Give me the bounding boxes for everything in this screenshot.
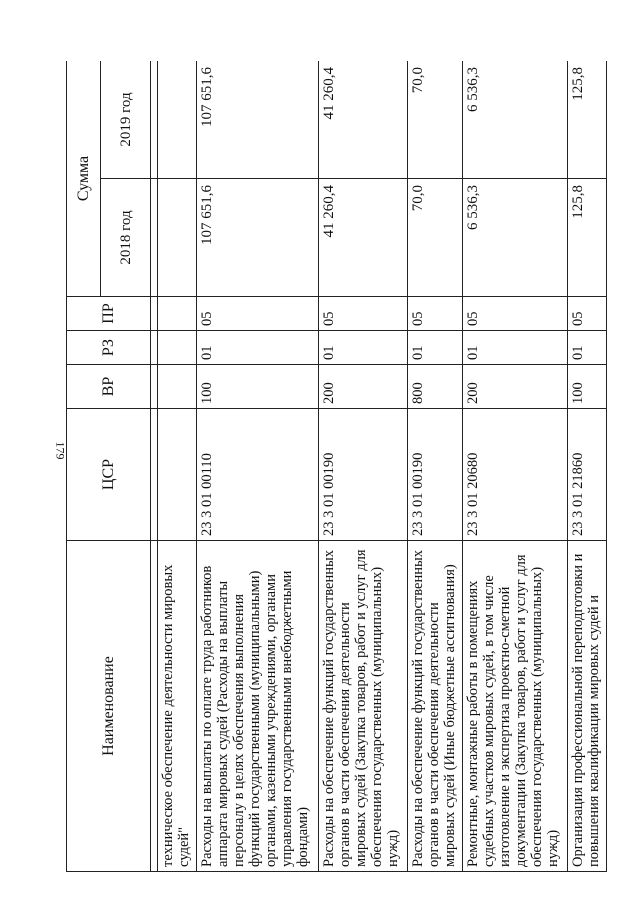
header-sum: Сумма xyxy=(67,61,101,297)
cell-y2: 41 260,4 xyxy=(318,61,407,179)
header-csr: ЦСР xyxy=(67,409,151,541)
cell-y1 xyxy=(158,179,197,297)
table-row xyxy=(318,61,407,872)
cell-y1: 125,8 xyxy=(568,179,607,297)
header-year-2018: 2018 год xyxy=(101,179,151,297)
cell-pr xyxy=(158,297,197,331)
cell-csr: 23 3 01 00190 xyxy=(407,409,462,541)
cell-pr: 05 xyxy=(407,297,462,331)
cell-csr: 23 3 01 21860 xyxy=(568,409,607,541)
table-body xyxy=(158,61,607,872)
cell-rz: 01 xyxy=(462,331,567,365)
cell-csr: 23 3 01 00110 xyxy=(196,409,318,541)
cell-csr xyxy=(158,409,197,541)
cell-vr: 100 xyxy=(568,365,607,409)
spacer-row xyxy=(151,61,158,872)
header-row xyxy=(67,61,101,872)
table-row xyxy=(462,61,567,872)
cell-vr: 100 xyxy=(196,365,318,409)
table-row xyxy=(158,61,197,872)
header-year-2019: 2019 год xyxy=(101,61,151,179)
cell-rz xyxy=(158,331,197,365)
cell-y1: 107 651,6 xyxy=(196,179,318,297)
cell-pr: 05 xyxy=(318,297,407,331)
table-row xyxy=(196,61,318,872)
rotated-page xyxy=(66,61,607,872)
cell-y1: 70,0 xyxy=(407,179,462,297)
cell-y1: 41 260,4 xyxy=(318,179,407,297)
cell-vr: 800 xyxy=(407,365,462,409)
cell-pr: 05 xyxy=(196,297,318,331)
cell-rz: 01 xyxy=(196,331,318,365)
header-pr: ПР xyxy=(67,297,151,331)
cell-y2: 6 536,3 xyxy=(462,61,567,179)
cell-name: Расходы на выплаты по оплате труда работников аппарата мировых судей (Расходы на выплаты персоналу в целях обеспечения выполнения функций государственными (муниципальными) органами, казенными учреждениями, органами управления государственными внебюджетными фондами) xyxy=(196,541,318,872)
cell-name: Ремонтные, монтажные работы в помещениях судебных участков мировых судей, в том числе изготовление и экспертиза проектно-сметной документации (Закупка товаров, работ и услуг для обеспечения государственных (муниципальных) нужд) xyxy=(462,541,567,872)
cell-y2 xyxy=(158,61,197,179)
cell-rz: 01 xyxy=(568,331,607,365)
cell-name: Организация профессиональной переподготовки и повышения квалификации мировых судей и xyxy=(568,541,607,872)
header-rz: РЗ xyxy=(67,331,151,365)
cell-y2: 125,8 xyxy=(568,61,607,179)
cell-name: Расходы на обеспечение функций государственных органов в части обеспечения деятельности мировых судей (Закупка товаров, работ и услуг для обеспечения государственных (муниципальных) нужд) xyxy=(318,541,407,872)
cell-rz: 01 xyxy=(407,331,462,365)
cell-pr: 05 xyxy=(462,297,567,331)
cell-y2: 70,0 xyxy=(407,61,462,179)
header-name: Наименование xyxy=(67,541,151,872)
cell-y1: 6 536,3 xyxy=(462,179,567,297)
cell-csr: 23 3 01 20680 xyxy=(462,409,567,541)
table-row xyxy=(568,61,607,872)
cell-name: техническое обеспечение деятельности мировых судей" xyxy=(158,541,197,872)
cell-name: Расходы на обеспечение функций государственных органов в части обеспечения деятельности мировых судей (Иные бюджетные ассигнования) xyxy=(407,541,462,872)
cell-rz: 01 xyxy=(318,331,407,365)
cell-vr: 200 xyxy=(318,365,407,409)
cell-vr xyxy=(158,365,197,409)
page-number: 179 xyxy=(53,441,68,460)
cell-pr: 05 xyxy=(568,297,607,331)
cell-vr: 200 xyxy=(462,365,567,409)
cell-y2: 107 651,6 xyxy=(196,61,318,179)
cell-csr: 23 3 01 00190 xyxy=(318,409,407,541)
rotated-table-container xyxy=(66,61,607,872)
table-row xyxy=(407,61,462,872)
budget-table xyxy=(66,61,607,872)
header-vr: ВР xyxy=(67,365,151,409)
